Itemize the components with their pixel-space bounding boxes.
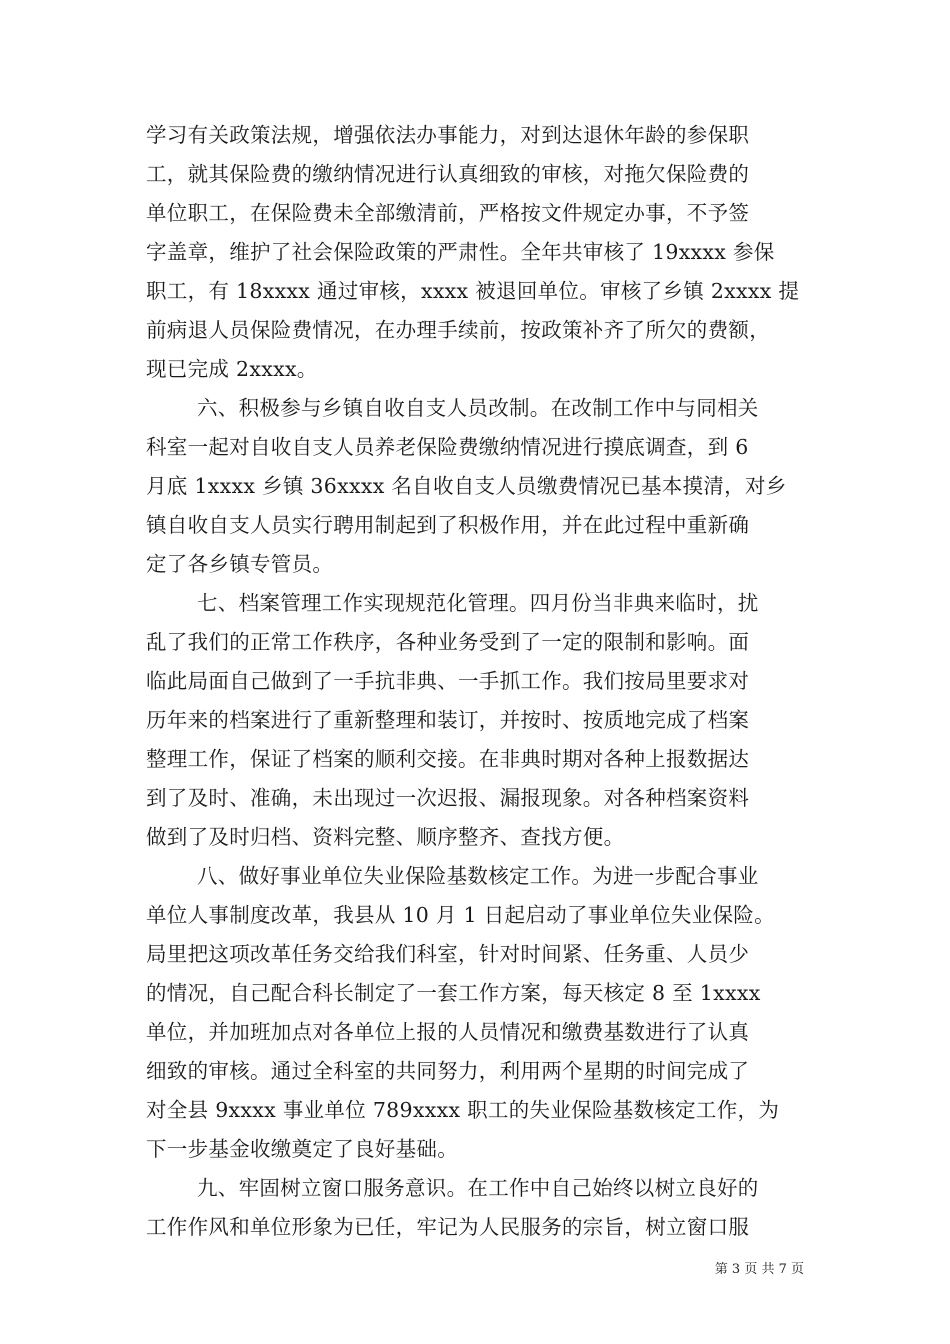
text-line: 对全县 9xxxx 事业单位 789xxxx 职工的失业保险基数核定工作，为 <box>146 1098 780 1122</box>
text-line: 整理工作，保证了档案的顺利交接。在非典时期对各种上报数据达 <box>146 747 750 771</box>
text-line: 局里把这项改革任务交给我们科室，针对时间紧、任务重、人员少 <box>146 942 750 966</box>
text-line: 职工，有 18xxxx 通过审核，xxxx 被退回单位。审核了乡镇 2xxxx 提 <box>146 279 800 303</box>
text-line: 单位，并加班加点对各单位上报的人员情况和缴费基数进行了认真 <box>146 1020 750 1044</box>
text-line: 做到了及时归档、资料完整、顺序整齐、查找方便。 <box>146 825 625 849</box>
text-line: 到了及时、准确，未出现过一次迟报、漏报现象。对各种档案资料 <box>146 786 750 810</box>
text-line: 临此局面自己做到了一手抗非典、一手抓工作。我们按局里要求对 <box>146 669 750 693</box>
text-line: 学习有关政策法规，增强依法办事能力，对到达退休年龄的参保职 <box>146 123 750 147</box>
page-number: 第 3 页 共 7 页 <box>714 1262 804 1277</box>
text-line: 定了各乡镇专管员。 <box>146 552 334 576</box>
text-line: 工作作风和单位形象为已任，牢记为人民服务的宗旨，树立窗口服 <box>146 1215 750 1239</box>
text-line: 历年来的档案进行了重新整理和装订，并按时、按质地完成了档案 <box>146 708 750 732</box>
paragraph-eight-start: 八、做好事业单位失业保险基数核定工作。为进一步配合事业 <box>197 864 759 888</box>
text-line: 的情况，自己配合科长制定了一套工作方案，每天核定 8 至 1xxxx <box>146 981 761 1005</box>
text-line: 科室一起对自收自支人员养老保险费缴纳情况进行摸底调查，到 6 <box>146 435 749 459</box>
text-line: 细致的审核。通过全科室的共同努力，利用两个星期的时间完成了 <box>146 1059 750 1083</box>
text-line: 单位职工，在保险费未全部缴清前，严格按文件规定办事，不予签 <box>146 201 750 225</box>
paragraph-six-start: 六、积极参与乡镇自收自支人员改制。在改制工作中与同相关 <box>197 396 759 420</box>
text-line: 字盖章，维护了社会保险政策的严肃性。全年共审核了 19xxxx 参保 <box>146 240 775 264</box>
text-line: 前病退人员保险费情况，在办理手续前，按政策补齐了所欠的费额， <box>146 318 770 342</box>
text-line: 单位人事制度改革，我县从 10 月 1 日起启动了事业单位失业保险。 <box>146 903 775 927</box>
paragraph-seven-start: 七、档案管理工作实现规范化管理。四月份当非典来临时，扰 <box>197 591 759 615</box>
text-line: 工，就其保险费的缴纳情况进行认真细致的审核，对拖欠保险费的 <box>146 162 750 186</box>
text-line: 镇自收自支人员实行聘用制起到了积极作用，并在此过程中重新确 <box>146 513 750 537</box>
paragraph-nine-start: 九、牢固树立窗口服务意识。在工作中自己始终以树立良好的 <box>197 1176 759 1200</box>
text-line: 下一步基金收缴奠定了良好基础。 <box>146 1137 458 1161</box>
text-line: 月底 1xxxx 乡镇 36xxxx 名自收自支人员缴费情况已基本摸清，对乡 <box>146 474 787 498</box>
text-line: 乱了我们的正常工作秩序，各种业务受到了一定的限制和影响。面 <box>146 630 750 654</box>
text-line: 现已完成 2xxxx。 <box>146 357 318 381</box>
